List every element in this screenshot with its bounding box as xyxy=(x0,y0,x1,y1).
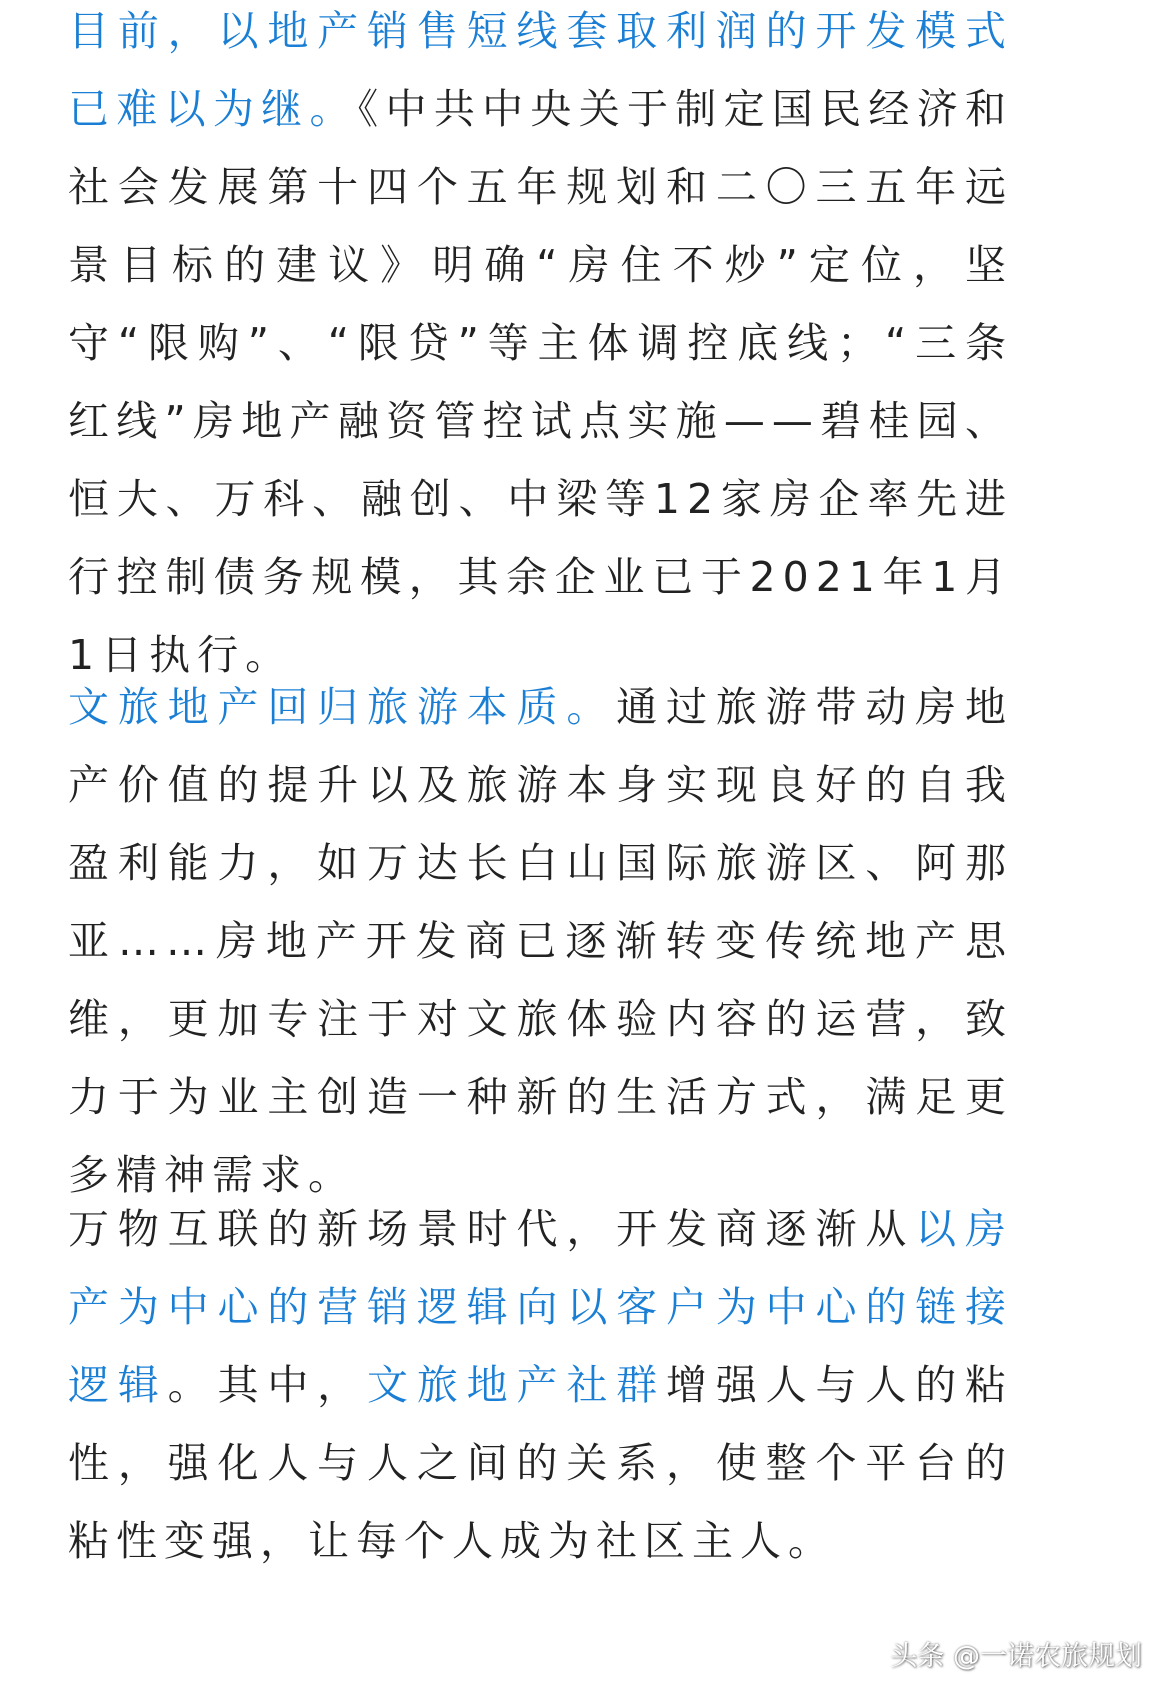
body-text: 通过旅游带动房地产价值的提升以及旅游本身实现良好的自我盈利能力，如万达长白山国际旅游区、阿那亚……房地产开发商已逐渐转变传统地产思维，更加专注于对文旅体验内容的运营，致力于为业主创造一种新的生活方式，满足更多精神需求。 xyxy=(68,683,1014,1199)
paragraph-2 xyxy=(68,668,1013,1214)
highlight-text: 文旅地产回归旅游本质。 xyxy=(68,683,617,731)
highlight-text: 目前，以地产销售短线套取利润的开发模式已难以为继。 xyxy=(68,7,1013,133)
highlight-text: 以房产为中心的营销逻辑向以客户为中心的链接逻辑 xyxy=(68,1205,1014,1409)
body-text: 《中共中央关于制定国民经济和社会发展第十四个五年规划和二〇三五年远景目标的建议》明确“房住不炒”定位，坚守“限购”、“限贷”等主体调控底线；“三条红线”房地产融资管控试点实施——碧桂园、恒大、万科、融创、中梁等12家房企率先进行控制债务规模，其余企业已于2021年1月1日执行。 xyxy=(68,85,1014,679)
watermark: 头条 @一诺农旅规划 xyxy=(890,1641,1142,1672)
body-text: 增强人与人的粘性，强化人与人之间的关系，使整个平台的粘性变强，让每个人成为社区主人。 xyxy=(68,1361,1014,1565)
body-text: 。其中， xyxy=(167,1361,368,1409)
body-text: 万物互联的新场景时代，开发商逐渐从 xyxy=(68,1205,916,1253)
paragraph-1 xyxy=(68,0,1013,694)
paragraph-3 xyxy=(68,1190,1013,1580)
highlight-text: 文旅地产社群 xyxy=(367,1361,667,1409)
